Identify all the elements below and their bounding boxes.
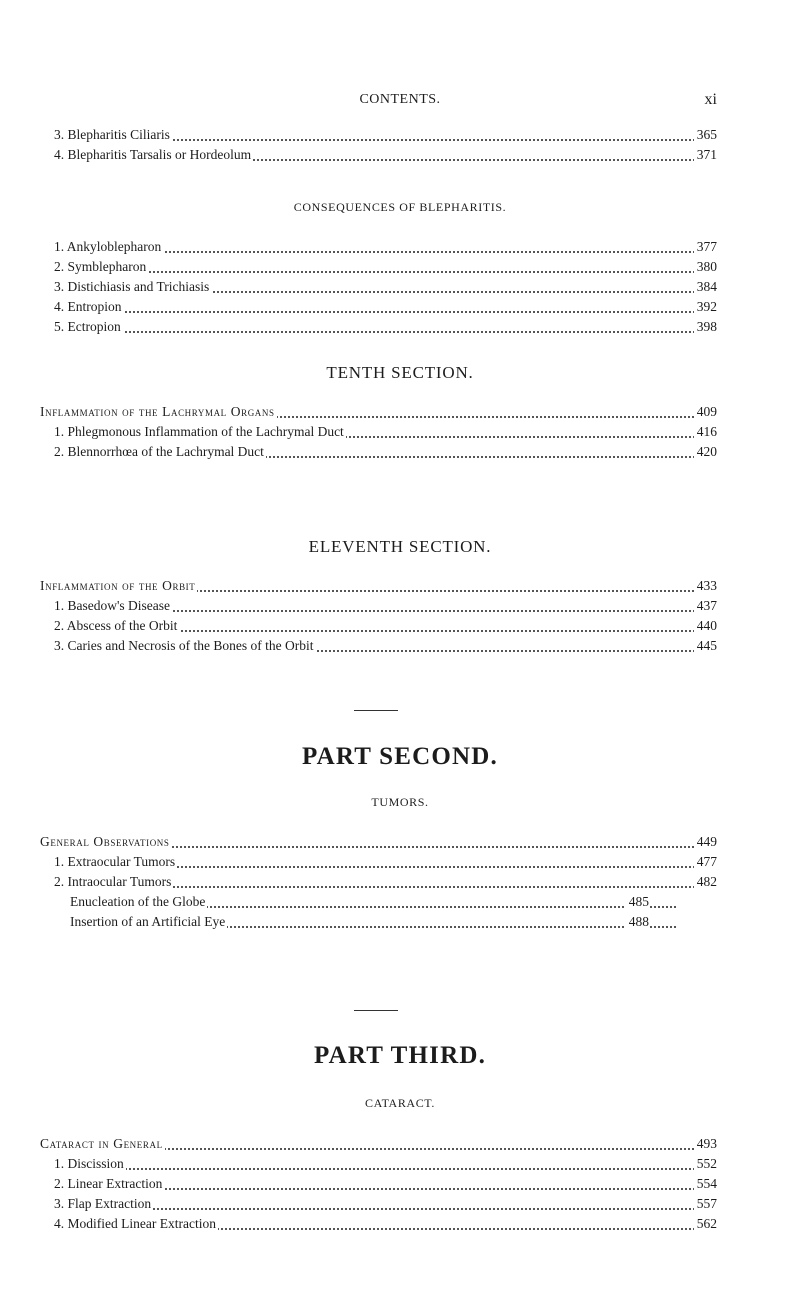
- toc-entry-page: 377: [694, 237, 717, 257]
- toc-entry-page: 416: [694, 422, 717, 442]
- part-second-heading: PART SECOND.: [302, 743, 498, 770]
- part-third-subheading: CATARACT.: [365, 1096, 435, 1110]
- toc-entry-label: 1. Discission: [54, 1154, 126, 1174]
- toc-entry-page: 562: [694, 1214, 717, 1234]
- section-divider: [354, 1010, 398, 1011]
- toc-entry-label: 2. Blennorrhœa of the Lachrymal Duct: [54, 442, 266, 462]
- toc-entry-page: 365: [694, 125, 717, 145]
- toc-entry-page: 440: [694, 616, 717, 636]
- toc-entry-page: 371: [694, 145, 717, 165]
- part-second-entries: [0, 832, 800, 932]
- toc-entry-page: 433: [694, 576, 717, 596]
- toc-entry-label: 1. Ankyloblepharon: [54, 237, 163, 257]
- blepharitis-entries: [0, 125, 800, 165]
- toc-entry-label: 3. Flap Extraction: [54, 1194, 153, 1214]
- toc-entry-label: Enucleation of the Globe: [70, 892, 207, 912]
- toc-entry-page: 392: [694, 297, 717, 317]
- page-title: CONTENTS.: [359, 92, 441, 107]
- toc-entry-label: Cataract in General: [40, 1134, 165, 1154]
- toc-entry-label: 2. Symblepharon: [54, 257, 148, 277]
- toc-entry-label: 4. Entropion: [54, 297, 124, 317]
- toc-entry-page: 557: [694, 1194, 717, 1214]
- toc-entry-page: 554: [694, 1174, 717, 1194]
- toc-entry-page: 477: [694, 852, 717, 872]
- tenth-section-heading: TENTH SECTION.: [326, 363, 474, 382]
- toc-entry-label: 3. Blepharitis Ciliaris: [54, 125, 172, 145]
- toc-entry-label: Inflammation of the Lachrymal Organs: [40, 402, 277, 422]
- toc-subentry[interactable]: [0, 912, 766, 932]
- toc-entry-label: Inflammation of the Orbit: [40, 576, 197, 596]
- toc-entry[interactable]: [0, 145, 800, 165]
- toc-entry-page: 437: [694, 596, 717, 616]
- part-second-subheading: TUMORS.: [371, 795, 429, 809]
- toc-entry-label: 4. Modified Linear Extraction: [54, 1214, 218, 1234]
- toc-entry[interactable]: [0, 317, 800, 337]
- toc-entry-page: 488: [626, 912, 649, 932]
- toc-entry-page: 482: [694, 872, 717, 892]
- part-third-heading: PART THIRD.: [313, 1042, 487, 1069]
- toc-entry-label: 3. Caries and Necrosis of the Bones of the Orbit: [54, 636, 315, 656]
- toc-entry-label: 5. Ectropion: [54, 317, 123, 337]
- toc-entry-page: 409: [694, 402, 717, 422]
- eleventh-section-entries: [0, 576, 800, 656]
- toc-entry-label: 2. Intraocular Tumors: [54, 872, 173, 892]
- toc-entry-label: 4. Blepharitis Tarsalis or Hordeolum: [54, 145, 253, 165]
- toc-entry[interactable]: [0, 442, 800, 462]
- toc-entry-label: General Observations: [40, 832, 172, 852]
- toc-entry-label: 2. Linear Extraction: [54, 1174, 164, 1194]
- toc-entry-page: 493: [694, 1134, 717, 1154]
- section-divider: [354, 710, 398, 711]
- toc-entry-page: 420: [694, 442, 717, 462]
- page-number: xi: [704, 91, 717, 108]
- consequences-entries: [0, 237, 800, 337]
- toc-entry-page: 449: [694, 832, 717, 852]
- toc-entry-page: 552: [694, 1154, 717, 1174]
- toc-entry-label: 1. Phlegmonous Inflammation of the Lachrymal Duct: [54, 422, 346, 442]
- part-third-entries: [0, 1134, 800, 1234]
- toc-entry-label: 1. Extraocular Tumors: [54, 852, 177, 872]
- running-head: [0, 92, 800, 114]
- toc-entry-label: 3. Distichiasis and Trichiasis: [54, 277, 211, 297]
- eleventh-section-heading: ELEVENTH SECTION.: [308, 537, 492, 556]
- toc-entry-page: 445: [694, 636, 717, 656]
- toc-entry-page: 398: [694, 317, 717, 337]
- toc-entry[interactable]: [0, 636, 800, 656]
- toc-entry-page: 485: [626, 892, 649, 912]
- toc-entry[interactable]: [0, 1214, 800, 1234]
- toc-entry-label: 1. Basedow's Disease: [54, 596, 172, 616]
- toc-entry-label: Insertion of an Artificial Eye: [70, 912, 227, 932]
- toc-entry-page: 384: [694, 277, 717, 297]
- toc-entry-label: 2. Abscess of the Orbit: [54, 616, 179, 636]
- consequences-heading: CONSEQUENCES OF BLEPHARITIS.: [293, 200, 507, 214]
- toc-entry-page: 380: [694, 257, 717, 277]
- tenth-section-entries: [0, 402, 800, 462]
